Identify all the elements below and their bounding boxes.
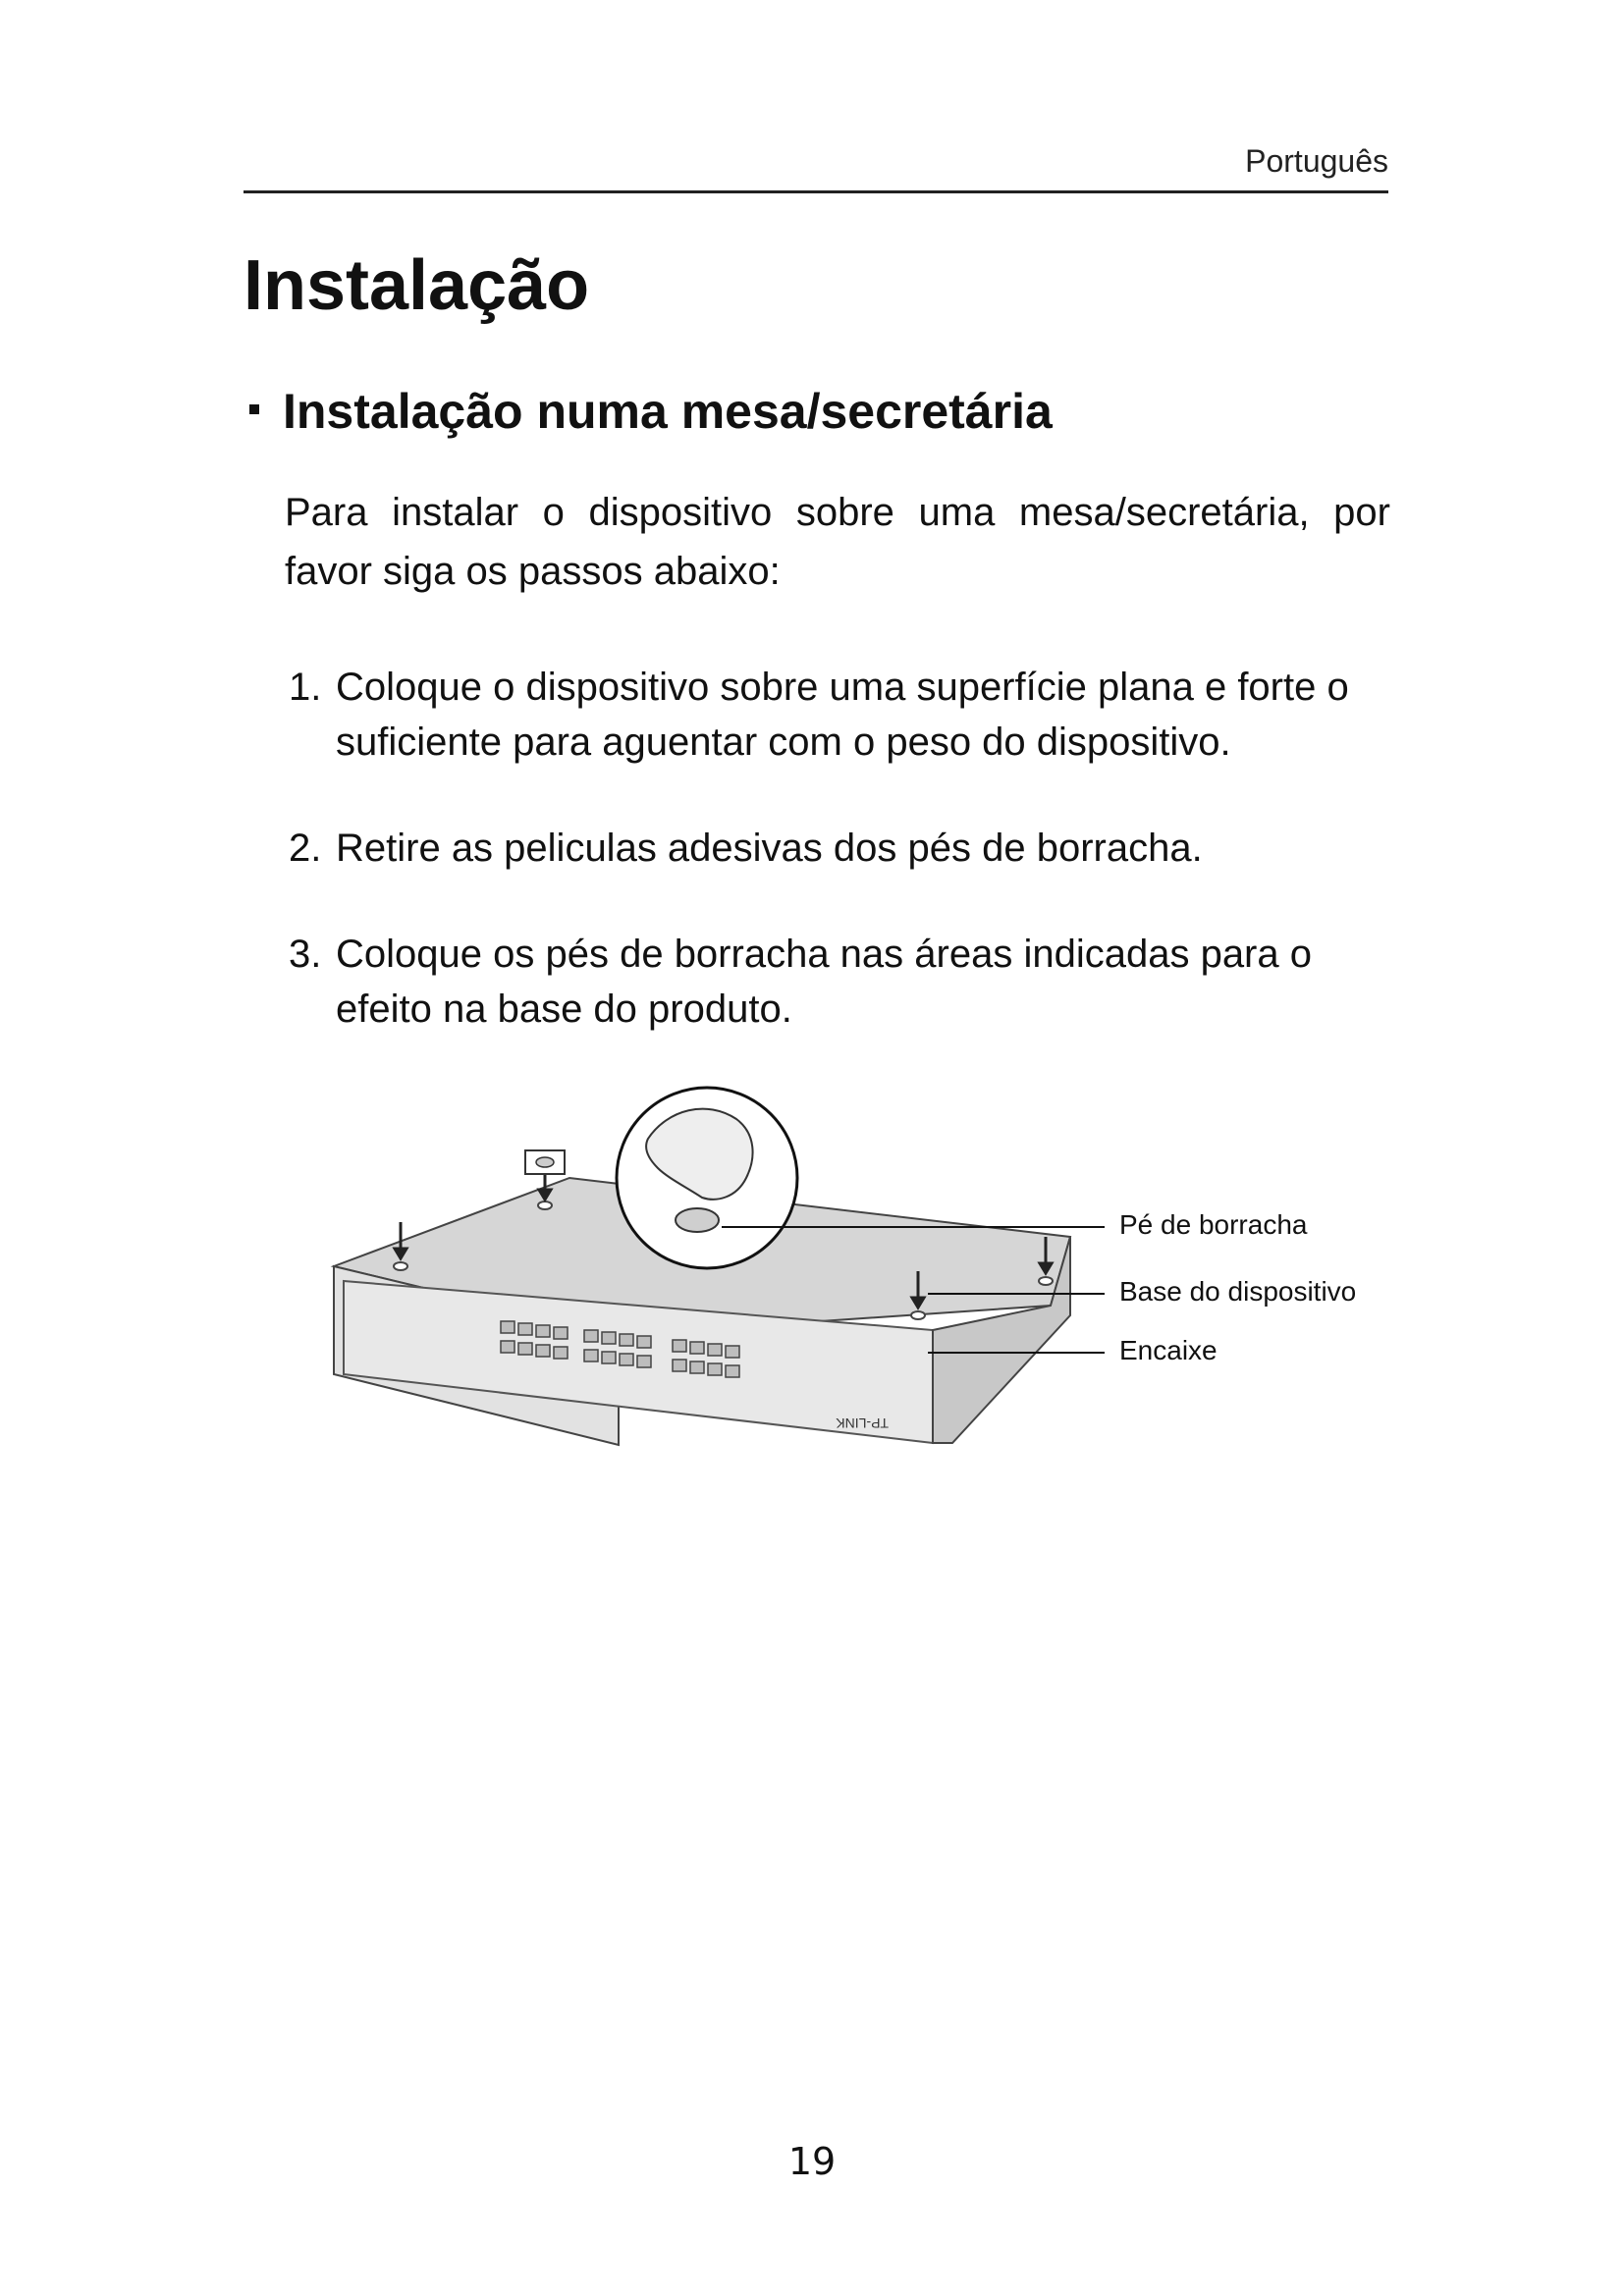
- step-number: 3.: [289, 933, 322, 976]
- section-heading-text: Instalação numa mesa/secretária: [283, 384, 1053, 439]
- brand-logo: TP-LINK: [836, 1415, 889, 1431]
- step-text: Coloque os pés de borracha nas áreas indicadas para o efeito na base do produto.: [336, 933, 1312, 1031]
- page-number: 19: [787, 2140, 837, 2183]
- step-item: [285, 927, 1390, 1037]
- step-item: [285, 821, 1390, 876]
- label-device-base: Base do dispositivo: [1119, 1276, 1357, 1307]
- steps-list: [285, 660, 1390, 1037]
- step-number: 1.: [289, 666, 322, 709]
- page-title: Instalação: [244, 246, 590, 325]
- language-label: Português: [1245, 143, 1388, 179]
- step-text: Coloque o dispositivo sobre uma superfície plana e forte o suficiente para aguentar com o peso do dispositivo.: [336, 666, 1349, 764]
- installation-figure: [324, 1080, 1404, 1492]
- bullet-icon: [249, 404, 259, 414]
- header-rule: [244, 190, 1388, 193]
- label-rubber-foot: Pé de borracha: [1119, 1209, 1308, 1240]
- section-heading: [249, 383, 1053, 440]
- step-item: [285, 660, 1390, 770]
- rubber-foot: [676, 1208, 719, 1232]
- step-number: 2.: [289, 827, 322, 870]
- step-text: Retire as peliculas adesivas dos pés de borracha.: [336, 827, 1203, 870]
- intro-paragraph: Para instalar o dispositivo sobre uma mesa/secretária, por favor siga os passos abaixo:: [285, 491, 1390, 593]
- label-recess: Encaixe: [1119, 1335, 1218, 1365]
